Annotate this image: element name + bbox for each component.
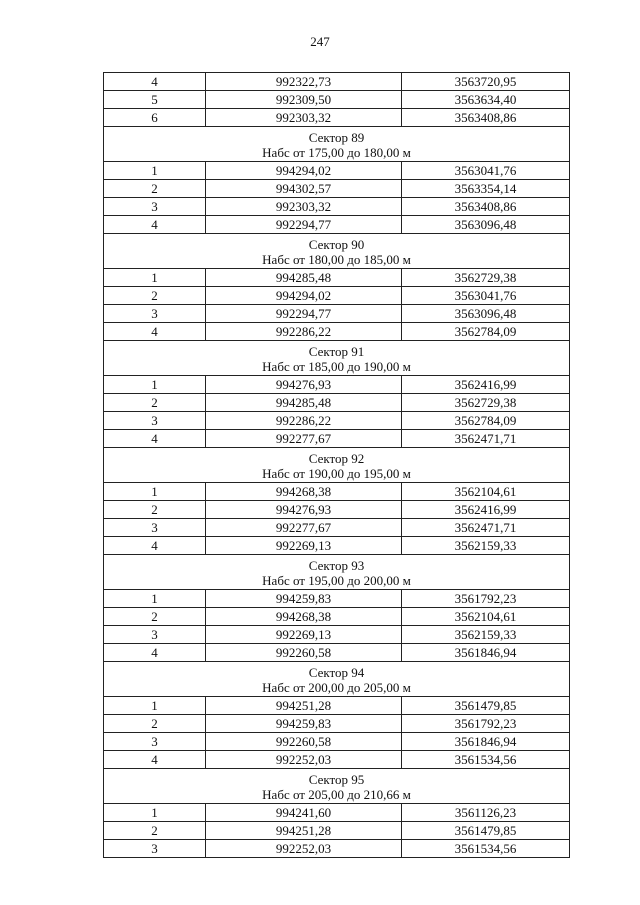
y-coordinate-cell: 3561479,85 — [402, 697, 570, 715]
x-coordinate-cell: 992260,58 — [206, 644, 402, 662]
table-row — [104, 483, 570, 501]
sector-title: Сектор 94 — [308, 664, 365, 680]
sector-title: Сектор 92 — [308, 450, 365, 466]
page-number: 247 — [310, 34, 330, 49]
x-coordinate-cell: 992322,73 — [206, 73, 402, 91]
x-coordinate-cell: 992260,58 — [206, 733, 402, 751]
table-row — [104, 804, 570, 822]
y-coordinate-cell: 3563408,86 — [402, 109, 570, 127]
sector-header-cell — [104, 769, 570, 804]
y-coordinate-cell: 3562471,71 — [402, 430, 570, 448]
table-row — [104, 162, 570, 180]
y-coordinate-cell: 3562784,09 — [402, 323, 570, 341]
point-number-cell: 3 — [104, 733, 206, 751]
point-number-cell: 4 — [104, 323, 206, 341]
sector-elevation-range: Набс от 195,00 до 200,00 м — [262, 572, 411, 588]
sector-header-row — [104, 127, 570, 162]
y-coordinate-cell: 3562471,71 — [402, 519, 570, 537]
y-coordinate-cell: 3563720,95 — [402, 73, 570, 91]
y-coordinate-cell: 3561846,94 — [402, 644, 570, 662]
x-coordinate-cell: 992303,32 — [206, 109, 402, 127]
y-coordinate-cell: 3563096,48 — [402, 305, 570, 323]
point-number-cell: 3 — [104, 840, 206, 858]
y-coordinate-cell: 3561792,23 — [402, 715, 570, 733]
table-row — [104, 198, 570, 216]
point-number-cell: 2 — [104, 287, 206, 305]
x-coordinate-cell: 992286,22 — [206, 323, 402, 341]
point-number-cell: 1 — [104, 483, 206, 501]
x-coordinate-cell: 992252,03 — [206, 751, 402, 769]
y-coordinate-cell: 3563354,14 — [402, 180, 570, 198]
y-coordinate-cell: 3562104,61 — [402, 608, 570, 626]
y-coordinate-cell: 3561126,23 — [402, 804, 570, 822]
table-row — [104, 323, 570, 341]
y-coordinate-cell: 3562159,33 — [402, 537, 570, 555]
y-coordinate-cell: 3562104,61 — [402, 483, 570, 501]
point-number-cell: 3 — [104, 626, 206, 644]
coordinates-table-body — [104, 73, 570, 858]
table-row — [104, 394, 570, 412]
point-number-cell: 6 — [104, 109, 206, 127]
point-number-cell: 4 — [104, 430, 206, 448]
table-row — [104, 287, 570, 305]
table-row — [104, 608, 570, 626]
y-coordinate-cell: 3563634,40 — [402, 91, 570, 109]
x-coordinate-cell: 992269,13 — [206, 537, 402, 555]
x-coordinate-cell: 994302,57 — [206, 180, 402, 198]
table-row — [104, 180, 570, 198]
point-number-cell: 2 — [104, 822, 206, 840]
point-number-cell: 4 — [104, 537, 206, 555]
table-row — [104, 537, 570, 555]
x-coordinate-cell: 994276,93 — [206, 376, 402, 394]
x-coordinate-cell: 992294,77 — [206, 305, 402, 323]
y-coordinate-cell: 3563041,76 — [402, 287, 570, 305]
y-coordinate-cell: 3561792,23 — [402, 590, 570, 608]
y-coordinate-cell: 3561534,56 — [402, 840, 570, 858]
point-number-cell: 1 — [104, 804, 206, 822]
point-number-cell: 4 — [104, 73, 206, 91]
table-row — [104, 697, 570, 715]
y-coordinate-cell: 3561479,85 — [402, 822, 570, 840]
sector-title: Сектор 91 — [308, 343, 365, 359]
x-coordinate-cell: 994285,48 — [206, 269, 402, 287]
point-number-cell: 1 — [104, 269, 206, 287]
sector-elevation-range: Набс от 180,00 до 185,00 м — [262, 251, 411, 267]
table-row — [104, 501, 570, 519]
y-coordinate-cell: 3563408,86 — [402, 198, 570, 216]
point-number-cell: 2 — [104, 608, 206, 626]
x-coordinate-cell: 994285,48 — [206, 394, 402, 412]
point-number-cell: 1 — [104, 162, 206, 180]
point-number-cell: 2 — [104, 180, 206, 198]
x-coordinate-cell: 992277,67 — [206, 430, 402, 448]
y-coordinate-cell: 3562416,99 — [402, 376, 570, 394]
table-row — [104, 412, 570, 430]
sector-header-cell — [104, 127, 570, 162]
sector-header-row — [104, 662, 570, 697]
sector-header-cell — [104, 662, 570, 697]
table-row — [104, 822, 570, 840]
point-number-cell: 3 — [104, 519, 206, 537]
table-row — [104, 626, 570, 644]
y-coordinate-cell: 3563041,76 — [402, 162, 570, 180]
sector-elevation-range: Набс от 205,00 до 210,66 м — [262, 786, 411, 802]
sector-header-cell — [104, 234, 570, 269]
table-row — [104, 590, 570, 608]
point-number-cell: 1 — [104, 590, 206, 608]
sector-header-cell — [104, 341, 570, 376]
x-coordinate-cell: 994251,28 — [206, 822, 402, 840]
table-row — [104, 216, 570, 234]
table-row — [104, 91, 570, 109]
sector-header-row — [104, 341, 570, 376]
sector-elevation-range: Набс от 185,00 до 190,00 м — [262, 358, 411, 374]
table-row — [104, 715, 570, 733]
sector-header-cell — [104, 555, 570, 590]
sector-title: Сектор 93 — [308, 557, 365, 573]
point-number-cell: 4 — [104, 216, 206, 234]
y-coordinate-cell: 3563096,48 — [402, 216, 570, 234]
sector-header-cell — [104, 448, 570, 483]
x-coordinate-cell: 992269,13 — [206, 626, 402, 644]
sector-elevation-range: Набс от 190,00 до 195,00 м — [262, 465, 411, 481]
point-number-cell: 2 — [104, 501, 206, 519]
table-row — [104, 733, 570, 751]
y-coordinate-cell: 3561534,56 — [402, 751, 570, 769]
table-row — [104, 519, 570, 537]
sector-elevation-range: Набс от 200,00 до 205,00 м — [262, 679, 411, 695]
x-coordinate-cell: 994268,38 — [206, 608, 402, 626]
point-number-cell: 3 — [104, 198, 206, 216]
point-number-cell: 4 — [104, 751, 206, 769]
sector-header-row — [104, 234, 570, 269]
sector-header-row — [104, 555, 570, 590]
x-coordinate-cell: 992252,03 — [206, 840, 402, 858]
table-row — [104, 305, 570, 323]
sector-title: Сектор 90 — [308, 236, 365, 252]
x-coordinate-cell: 994259,83 — [206, 715, 402, 733]
x-coordinate-cell: 992286,22 — [206, 412, 402, 430]
table-row — [104, 430, 570, 448]
point-number-cell: 3 — [104, 305, 206, 323]
table-row — [104, 269, 570, 287]
point-number-cell: 4 — [104, 644, 206, 662]
y-coordinate-cell: 3562784,09 — [402, 412, 570, 430]
table-row — [104, 751, 570, 769]
x-coordinate-cell: 992303,32 — [206, 198, 402, 216]
sector-elevation-range: Набс от 175,00 до 180,00 м — [262, 144, 411, 160]
x-coordinate-cell: 992294,77 — [206, 216, 402, 234]
point-number-cell: 5 — [104, 91, 206, 109]
y-coordinate-cell: 3562416,99 — [402, 501, 570, 519]
y-coordinate-cell: 3562159,33 — [402, 626, 570, 644]
y-coordinate-cell: 3561846,94 — [402, 733, 570, 751]
sector-title: Сектор 95 — [308, 771, 365, 787]
x-coordinate-cell: 992277,67 — [206, 519, 402, 537]
table-row — [104, 376, 570, 394]
sector-header-row — [104, 769, 570, 804]
x-coordinate-cell: 994276,93 — [206, 501, 402, 519]
y-coordinate-cell: 3562729,38 — [402, 394, 570, 412]
x-coordinate-cell: 992309,50 — [206, 91, 402, 109]
sector-header-row — [104, 448, 570, 483]
y-coordinate-cell: 3562729,38 — [402, 269, 570, 287]
point-number-cell: 1 — [104, 376, 206, 394]
coordinates-table — [103, 72, 570, 858]
x-coordinate-cell: 994294,02 — [206, 162, 402, 180]
sector-title: Сектор 89 — [308, 129, 365, 145]
table-row — [104, 73, 570, 91]
x-coordinate-cell: 994268,38 — [206, 483, 402, 501]
table-row — [104, 109, 570, 127]
x-coordinate-cell: 994241,60 — [206, 804, 402, 822]
point-number-cell: 2 — [104, 715, 206, 733]
point-number-cell: 2 — [104, 394, 206, 412]
point-number-cell: 3 — [104, 412, 206, 430]
table-row — [104, 644, 570, 662]
x-coordinate-cell: 994294,02 — [206, 287, 402, 305]
table-row — [104, 840, 570, 858]
x-coordinate-cell: 994251,28 — [206, 697, 402, 715]
x-coordinate-cell: 994259,83 — [206, 590, 402, 608]
point-number-cell: 1 — [104, 697, 206, 715]
